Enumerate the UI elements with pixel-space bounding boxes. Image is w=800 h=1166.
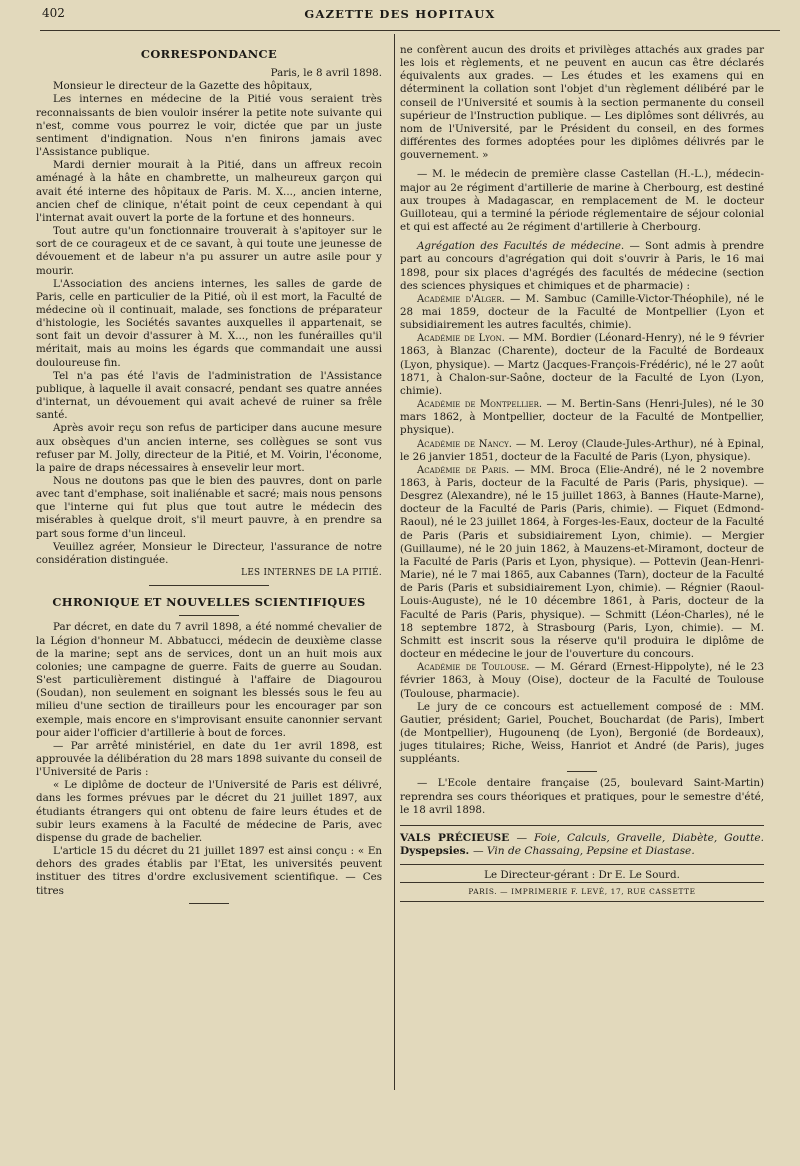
academy-entry [400, 438, 764, 464]
chronique-paragraph: — Par arrêté ministériel, en date du 1er avril 1898, est approuvée la délibération du 28 mars 1898 suivante du conseil de l'Université de Paris : [36, 739, 382, 779]
letter-paragraph: Tout autre qu'un fonctionnaire trouverait à s'apitoyer sur le sort de ce courageux et de ce savant, à qui toute une jeunesse de dévouement et de labeur n'a pu assurer un autre asile pour y mourir. [36, 225, 382, 277]
correspondance-heading: CORRESPONDANCE [140, 47, 278, 61]
vals-indications: — Foie, Calculs, Gravelle, Diabète, Goutte. [516, 831, 764, 844]
chronique-paragraph: Par décret, en date du 7 avril 1898, a été nommé chevalier de la Légion d'honneur M. Abbatucci, médecin de deuxième classe de la marine; sept ans de services, dont un an huit mois aux colonies; une campagne de guerre. Faits de guerre au Soudan. S'est particulièrement distingué à l'affaire de Diagourou (Soudan), non seulement en soignant les blessés sous le feu au milieu d'une section de tirailleurs pour les encourager par son exemple, mais encore en s'improvisant ensuite canonnier servant pour aider l'officier d'artillerie à bout de forces. [36, 621, 382, 739]
letter-paragraph: Les internes en médecine de la Pitié vous seraient très reconnaissants de bien vouloir insérer la petite note suivante qui n'est, comme vous pourrez le voir, dictée que par un juste sentiment d'indignation. Nous n'en finirons jamais avec l'Assistance publique. [36, 93, 382, 159]
chronique-paragraph: L'article 15 du décret du 21 juillet 1897 est ainsi conçu : « En dehors des grades établis par l'Etat, les universités peuvent instituer des titres d'ordre exclusivement scientifique. — Ces titres [36, 845, 382, 897]
vals-title-2: Dyspepsies. [400, 845, 470, 858]
castellan-paragraph: — M. le médecin de première classe Castellan (H.-L.), médecin-major au 2e régiment d'artillerie de marine à Cherbourg, est destiné aux troupes à Madagascar, en remplacement de M. le docteur Guilloteau, qui a terminé la période réglementaire de séjour colonial et qui est affecté au 2e régiment d'artillerie à Cherbourg. [400, 168, 764, 234]
letter-paragraph: Veuillez agréer, Monsieur le Directeur, l'assurance de notre considération distinguée. [36, 540, 382, 566]
academy-text: — MM. Bordier (Léonard-Henry), né le 9 février 1863, à Blanzac (Charente), docteur de la Faculté de Bordeaux (Lyon, physique). — Martz (Jacques-François-Frédéric), né le 27 août 1871, à Chalon-sur-Saône, docteur de la Faculté de Lyon (Lyon, chimie). [400, 332, 764, 397]
academy-text: — MM. Broca (Elie-André), né le 2 novembre 1863, à Paris, docteur de la Faculté de Paris (Paris, physique). — Desgrez (Alexandre), né le 15 juillet 1863, à Bannes (Haute-Marne), docteur de la Faculté de Paris (Paris, chimie). — Fiquet (Edmond-Raoul), né le 23 juillet 1864, à Forges-les-Eaux, docteur de la Faculté de Paris (Paris et subsidiairement Lyon, chimie). — Mergier (Guillaume), né le 20 juin 1862, à Mauzens-et-Miramont, docteur de la Faculté de Paris (Paris et Lyon, physique). — Pottevin (Jean-Henri-Marie), né le 7 mai 1865, aux Cabannes (Tarn), docteur de la Faculté de Paris (Paris et subsidiairement Lyon, chimie). — Régnier (Raoul-Louis-Auguste), né le 10 décembre 1861, à Paris, docteur de la Faculté de Paris (Paris, physique). — Schmitt (Léon-Charles), né le 18 septembre 1872, à Strasbourg (Paris, Lyon, chimie). — M. Schmitt est inscrit sous la réserve qu'il produira le diplôme de docteur en médecine le jour de l'ouverture du concours. [400, 463, 764, 661]
letter-paragraph: Mardi dernier mourait à la Pitié, dans un affreux recoin aménagé à la hâte en chambrette, un malheureux garçon qui avait été interne des hôpitaux de Paris. M. X..., ancien interne, ancien chef de clinique, n'était point de ceux cependant à qui l'internat avait ouvert la porte de la fortune et des honneurs. [36, 159, 382, 224]
letter-dateline: Paris, le 8 avril 1898. [270, 67, 382, 80]
academy-entry [400, 398, 764, 437]
ecole-paragraph: — L'Ecole dentaire française (25, boulevard Saint-Martin) reprendra ses cours théoriques et pratiques, pour le semestre d'été, le 18 avril 1898. [400, 777, 764, 816]
ornament-rule [179, 615, 239, 616]
vals-title: VALS PRÉCIEUSE [400, 831, 510, 844]
chronique-paragraph: « Le diplôme de docteur de l'Université de Paris est délivré, dans les formes prévues par le décret du 21 juillet 1897, aux étudiants étrangers qui ont obtenu de faire leurs études et de subir leurs examens à la Faculté de médecine de Paris, avec dispense du grade de bachelier. [36, 779, 382, 844]
letter-paragraph: Tel n'a pas été l'avis de l'administration de l'Assistance publique, à laquelle il avait consacré, pendant ses quatre années d'internat, un dévouement qui avait achevé de ruiner sa frêle santé. [36, 369, 382, 422]
chronique-heading: CHRONIQUE ET NOUVELLES SCIENTIFIQUES [52, 595, 366, 610]
letter-paragraph: Après avoir reçu son refus de participer dans aucune mesure aux obsèques d'un ancien interne, ses collègues se sont vus refuser par M. Jolly, directeur de la Pitié, et M. Voirin, l'économe, la paire de draps nécessaires à ensevelir leur mort. [36, 422, 382, 474]
academy-label: Académie de Lyon. [417, 333, 505, 345]
running-title: GAZETTE DES HOPITAUX [304, 7, 496, 21]
letter-paragraph: Nous ne doutons pas que le bien des pauvres, dont on parle avec tant d'emphase, soit inaliénable et sacré; mais nous pensons que l'interne qui fut plus que tout autre le médecin des misérables à quelque droit, s'il meurt pauvre, à en prendre sa part sous forme d'un linceul. [36, 475, 382, 540]
ornament-rule [189, 903, 229, 904]
academy-text: — M. Gérard (Ernest-Hippolyte), né le 23 février 1863, à Mouy (Oise), docteur de la Faculté de Toulouse (Toulouse, pharmacie). [400, 661, 764, 700]
academy-entry [400, 332, 764, 398]
academy-label: Académie de Montpellier. [417, 399, 543, 411]
agregation-text: — Sont admis à prendre part au concours d'agrégation qui doit s'ouvrir à Paris, le 16 mai 1898, pour six places d'agrégés des facultés de médecine (section des sciences physiques et chimiques et de pharmacie) : [400, 240, 764, 292]
letter-signature: LES INTERNES DE LA PITIÉ. [241, 568, 382, 579]
academy-text: — M. Sambuc (Camille-Victor-Théophile), né le 28 mai 1859, docteur de la Faculté de Montpellier (Lyon et subsidiairement les autres facultés, chimie). [400, 292, 764, 332]
agregation-paragraph [400, 240, 764, 293]
vals-indications-2: — Vin de Chassaing, Pepsine et Diastase. [472, 845, 695, 858]
running-header [0, 0, 800, 28]
ornament-rule [149, 585, 269, 586]
section-rule [400, 864, 764, 865]
agregation-title: Agrégation des Facultés de médecine. [417, 240, 625, 253]
academy-label: Académie de Nancy. [417, 438, 512, 450]
jury-paragraph: Le jury de ce concours est actuellement composé de : MM. Gautier, président; Gariel, Pouchet, Bouchardat (de Paris), Imbert (de Montpellier), Hugounenq (de Lyon), Bergonié (de Bordeaux), juges titulaires; Riche, Weiss, Hanriot et André (de Paris), juges suppléants. [400, 700, 764, 766]
imprint-line: PARIS. — IMPRIMERIE F. LEVÉ, 17, RUE CASSETTE [400, 882, 764, 901]
column-divider [394, 34, 395, 1090]
header-rule [40, 30, 780, 31]
right-column [400, 44, 764, 902]
ornament-rule [567, 771, 597, 772]
left-column [36, 44, 382, 909]
directeur-gerant: Le Directeur-gérant : Dr E. Le Sourd. [484, 869, 680, 882]
letter-paragraph: L'Association des anciens internes, les salles de garde de Paris, celle en particulier de la Pitié, où il est mort, la Faculté de médecine où il continuait, malade, ses fonctions de préparateur d'histologie, les Sociétés savantes auxquelles il appartenait, se sont fait un devoir d'assurer à M. X..., non les funérailles qu'il méritait, mais au moins les égards que commandait une aussi douloureuse fin. [36, 277, 382, 369]
academy-text: — M. Bertin-Sans (Henri-Jules), né le 30 mars 1862, à Montpellier, docteur de la Faculté de Montpellier, physique). [400, 398, 764, 437]
letter-salutation: Monsieur le directeur de la Gazette des hôpitaux, [53, 80, 313, 93]
academy-label: Académie d'Alger. [417, 293, 505, 305]
academy-entry [400, 464, 764, 661]
academy-entry [400, 661, 764, 700]
vals-advertisement [400, 832, 764, 858]
academy-label: Académie de Paris. [417, 464, 510, 476]
continuation-paragraph: ne confèrent aucun des droits et privilèges attachés aux grades par les lois et règlements, et ne peuvent en aucun cas être déclarés équivalents aux grades. — Les études et les examens qui en déterminent la collation sont l'objet d'un règlement délibéré par le conseil de l'Université et soumis à la section permanente du conseil supérieur de l'Instruction publique. — Les diplômes sont délivrés, au nom de l'Université, par le Président du conseil, en des formes différentes des formes adoptées pour les diplômes délivrés par le gouvernement. » [400, 44, 764, 162]
academy-text: — M. Leroy (Claude-Jules-Arthur), né à Epinal, le 26 janvier 1851, docteur de la Faculté de Paris (Lyon, physique). [400, 437, 764, 463]
academy-label: Académie de Toulouse. [417, 662, 530, 674]
page-number: 402 [42, 6, 65, 20]
section-rule [400, 825, 764, 826]
academy-entry [400, 293, 764, 332]
